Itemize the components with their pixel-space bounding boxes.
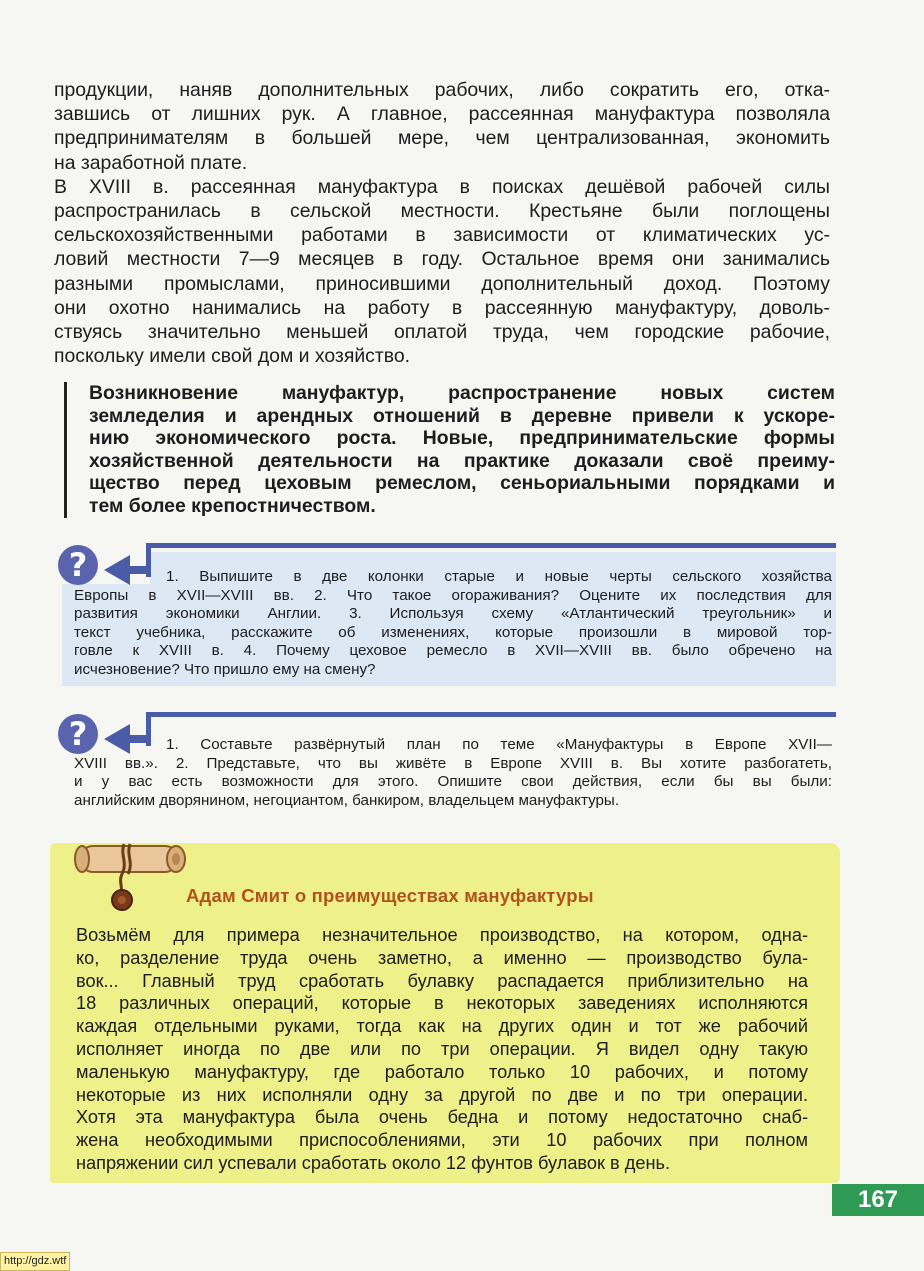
text-line: разными промыслами, приносившими дополнительный доход. Поэтому	[54, 272, 830, 295]
document-line: 18 различных операций, которые в некоторых заведениях исполняются	[76, 993, 808, 1014]
text-line: сельскохозяйственными работами в зависимости от климатических ус-	[54, 224, 830, 247]
document-title: Адам Смит о преимуществах мануфактуры	[186, 885, 594, 906]
summary-block	[64, 382, 837, 518]
document-line: каждая отдельными руками, тогда как на других один и тот же рабочий	[76, 1016, 808, 1037]
document-line: исполняет иногда по две или по три операции. Я видел одну такую	[76, 1038, 808, 1059]
task-line: английским дворянином, негоциантом, банкиром, владельцем мануфактуры.	[74, 791, 620, 809]
text-line: распространилась в сельской местности. Крестьяне были поглощены	[54, 200, 830, 223]
summary-line: тем более крепостничеством.	[89, 494, 376, 517]
text-line: продукции, наняв дополнительных рабочих, либо сократить его, отка-	[54, 79, 830, 101]
task-line: 1. Составьте развёрнутый план по теме «Мануфактуры в Европе XVII—	[166, 736, 832, 753]
scroll-icon	[72, 836, 188, 918]
text-line: ствуясь значительно меньшей оплатой труда, чем городские рабочие,	[54, 321, 830, 344]
document-line: вок... Главный труд сработать булавку распадается приблизительно на	[76, 970, 808, 991]
summary-line: земледелия и арендных отношений в деревне привели к ускоре-	[89, 404, 835, 427]
question-line: 1. Выпишите в две колонки старые и новые черты сельского хозяйства	[166, 568, 832, 585]
document-line: ко, разделение труда очень заметно, а именно — производство була-	[76, 947, 808, 968]
text-line: ловий местности 7—9 месяцев в году. Остальное время они занимались	[54, 248, 830, 271]
summary-line: Возникновение мануфактур, распространение новых систем	[89, 382, 835, 404]
document-line: напряжении сил успевали сработать около 12 фунтов булавок в день.	[76, 1152, 671, 1173]
summary-line: щество перед цеховым ремеслом, сеньориальными порядками и	[89, 472, 835, 495]
question-line: текст учебника, расскажите об изменениях, которые произошли в мировой тор-	[74, 623, 832, 641]
watermark-link[interactable]: http://gdz.wtf	[0, 1252, 70, 1271]
question-line: говле к XVIII в. 4. Почему цеховое ремесло в XVII—XVIII вв. было обречено на	[74, 642, 832, 660]
text-line: предпринимателям в большей мере, чем централизованная, экономить	[54, 127, 830, 150]
question-line: исчезновение? Что пришло ему на смену?	[74, 660, 376, 678]
question-mark-icon: ?	[58, 714, 98, 754]
text-line: поскольку имели свой дом и хозяйство.	[54, 345, 410, 368]
questions-bar	[146, 543, 836, 548]
summary-line: нию экономического роста. Новые, предпринимательские формы	[89, 427, 835, 450]
questions-text-1	[74, 568, 832, 680]
question-line: развития экономики Англии. 3. Используя схему «Атлантический треугольник» и	[74, 605, 832, 623]
question-line: Европы в XVII—XVIII вв. 2. Что такое огораживания? Оцените их последствия для	[74, 586, 832, 604]
text-line: они охотно нанимались на работу в рассеянную мануфактуру, доволь-	[54, 296, 830, 319]
task-line: и у вас есть возможности для этого. Опишите свои действия, если бы вы были:	[74, 773, 832, 791]
document-line: Хотя эта мануфактура была очень бедна и потому недостаточно снаб-	[76, 1107, 808, 1128]
questions-text-2	[74, 736, 832, 810]
document-line: Возьмём для примера незначительное производство, на котором, одна-	[76, 925, 808, 945]
main-text	[54, 78, 830, 368]
summary-line: хозяйственной деятельности на практике доказали своё преиму-	[89, 449, 835, 472]
question-mark-icon: ?	[58, 545, 98, 585]
task-line: XVIII вв.». 2. Представьте, что вы живёте в Европе XVIII в. Вы хотите разбогатеть,	[74, 754, 832, 772]
text-line: на заработной плате.	[54, 151, 248, 174]
tasks-bar	[146, 712, 836, 717]
page-number: 167	[832, 1184, 924, 1216]
document-text	[76, 924, 808, 1175]
text-line: В XVIII в. рассеянная мануфактура в поисках дешёвой рабочей силы	[54, 175, 830, 198]
document-line: некоторые из них исполняли одну за другой по две и по три операции.	[76, 1084, 808, 1105]
document-line: маленькую мануфактуру, где работало только 10 рабочих, и потому	[76, 1061, 808, 1082]
document-line: жена необходимыми приспособлениями, эти 10 рабочих при полном	[76, 1130, 808, 1151]
text-line: завшись от лишних рук. А главное, рассеянная мануфактура позволяла	[54, 103, 830, 126]
